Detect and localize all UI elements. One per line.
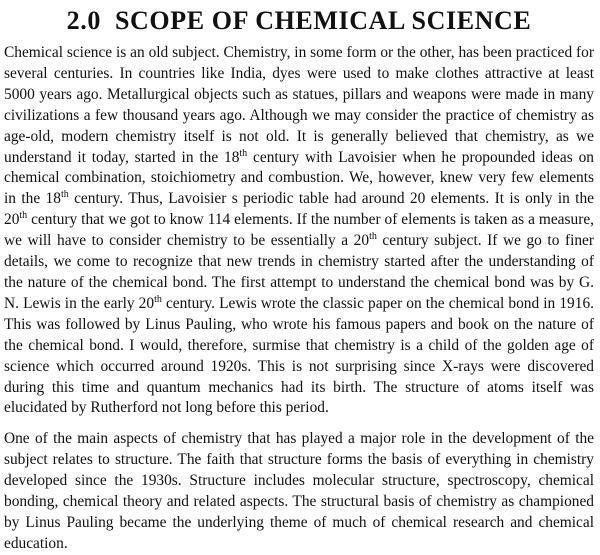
- ordinal-superscript: th: [369, 231, 377, 243]
- section-number: 2.0: [66, 6, 101, 35]
- paragraph-structure: One of the main aspects of chemistry that has played a major role in the development of the subject relates to structure. The faith that structure forms the basis of everything in chemistry developed since the 1930s. Structure includes molecular structure, spectroscopy, chemical bonding, chemical theory and related aspects. The structural basis of chemistry as championed by Linus Pauling became the underlying theme of much of chemical research and chemical education.: [4, 430, 594, 552]
- ordinal-superscript: th: [19, 210, 28, 222]
- paragraph-history: [4, 43, 594, 419]
- paragraph-1-text-part-6: century. Lewis wrote the classic paper on the chemical bond in 1916. This was followed by Linus Pauling, who wrote his famous papers and book on the nature of the chemical bond. I would, therefore, surmise that chemistry is a child of the golden age of science which occurred around 1920s. This is not surprising since X-rays were discovered during this time and quantum mechanics had its birth. The structure of atoms itself was elucidated by Rutherford not long before this period.: [4, 294, 594, 417]
- paragraph-1-text-part-2: century with Lavoisier when he propounded ideas on chemical combination, stoichiometry and combustion. We, however, knew very few elements in the 18: [4, 148, 594, 208]
- section-title: SCOPE OF CHEMICAL SCIENCE: [114, 6, 532, 35]
- ordinal-superscript: th: [60, 189, 69, 201]
- paragraph-1-text-part-1: Chemical science is an old subject. Chemistry, in some form or the other, has been practiced for several centuries. In countries like India, dyes were used to make clothes attractive at least 5000 years ago. Metallurgical objects such as statues, pillars and weapons were made in many civilizations a few thousand years ago. Although we may consider the practice of chemistry as age-old, modern chemistry itself is not old. It is generally believed that chemistry, as we understand it today, started in the 18: [4, 44, 594, 166]
- ordinal-superscript: th: [154, 293, 162, 305]
- section-heading: [4, 0, 594, 39]
- ordinal-superscript: th: [239, 147, 248, 159]
- paragraph-1-text-part-3: century. Thus, Lavoisier s periodic table had around 20 elements. It is only in the 20: [4, 190, 594, 229]
- paragraph-1-text-part-4: century that we got to know 114 elements. If the number of elements is taken as a measure, we will have to consider chemistry to be essentially a 20: [4, 211, 594, 250]
- paragraph-1-text-part-5: century subject. If we go to finer details, we come to recognize that new trends in chemistry started after the understanding of the nature of the chemical bond. The first attempt to understand the chemical bond was by G. N. Lewis in the early 20: [4, 232, 595, 312]
